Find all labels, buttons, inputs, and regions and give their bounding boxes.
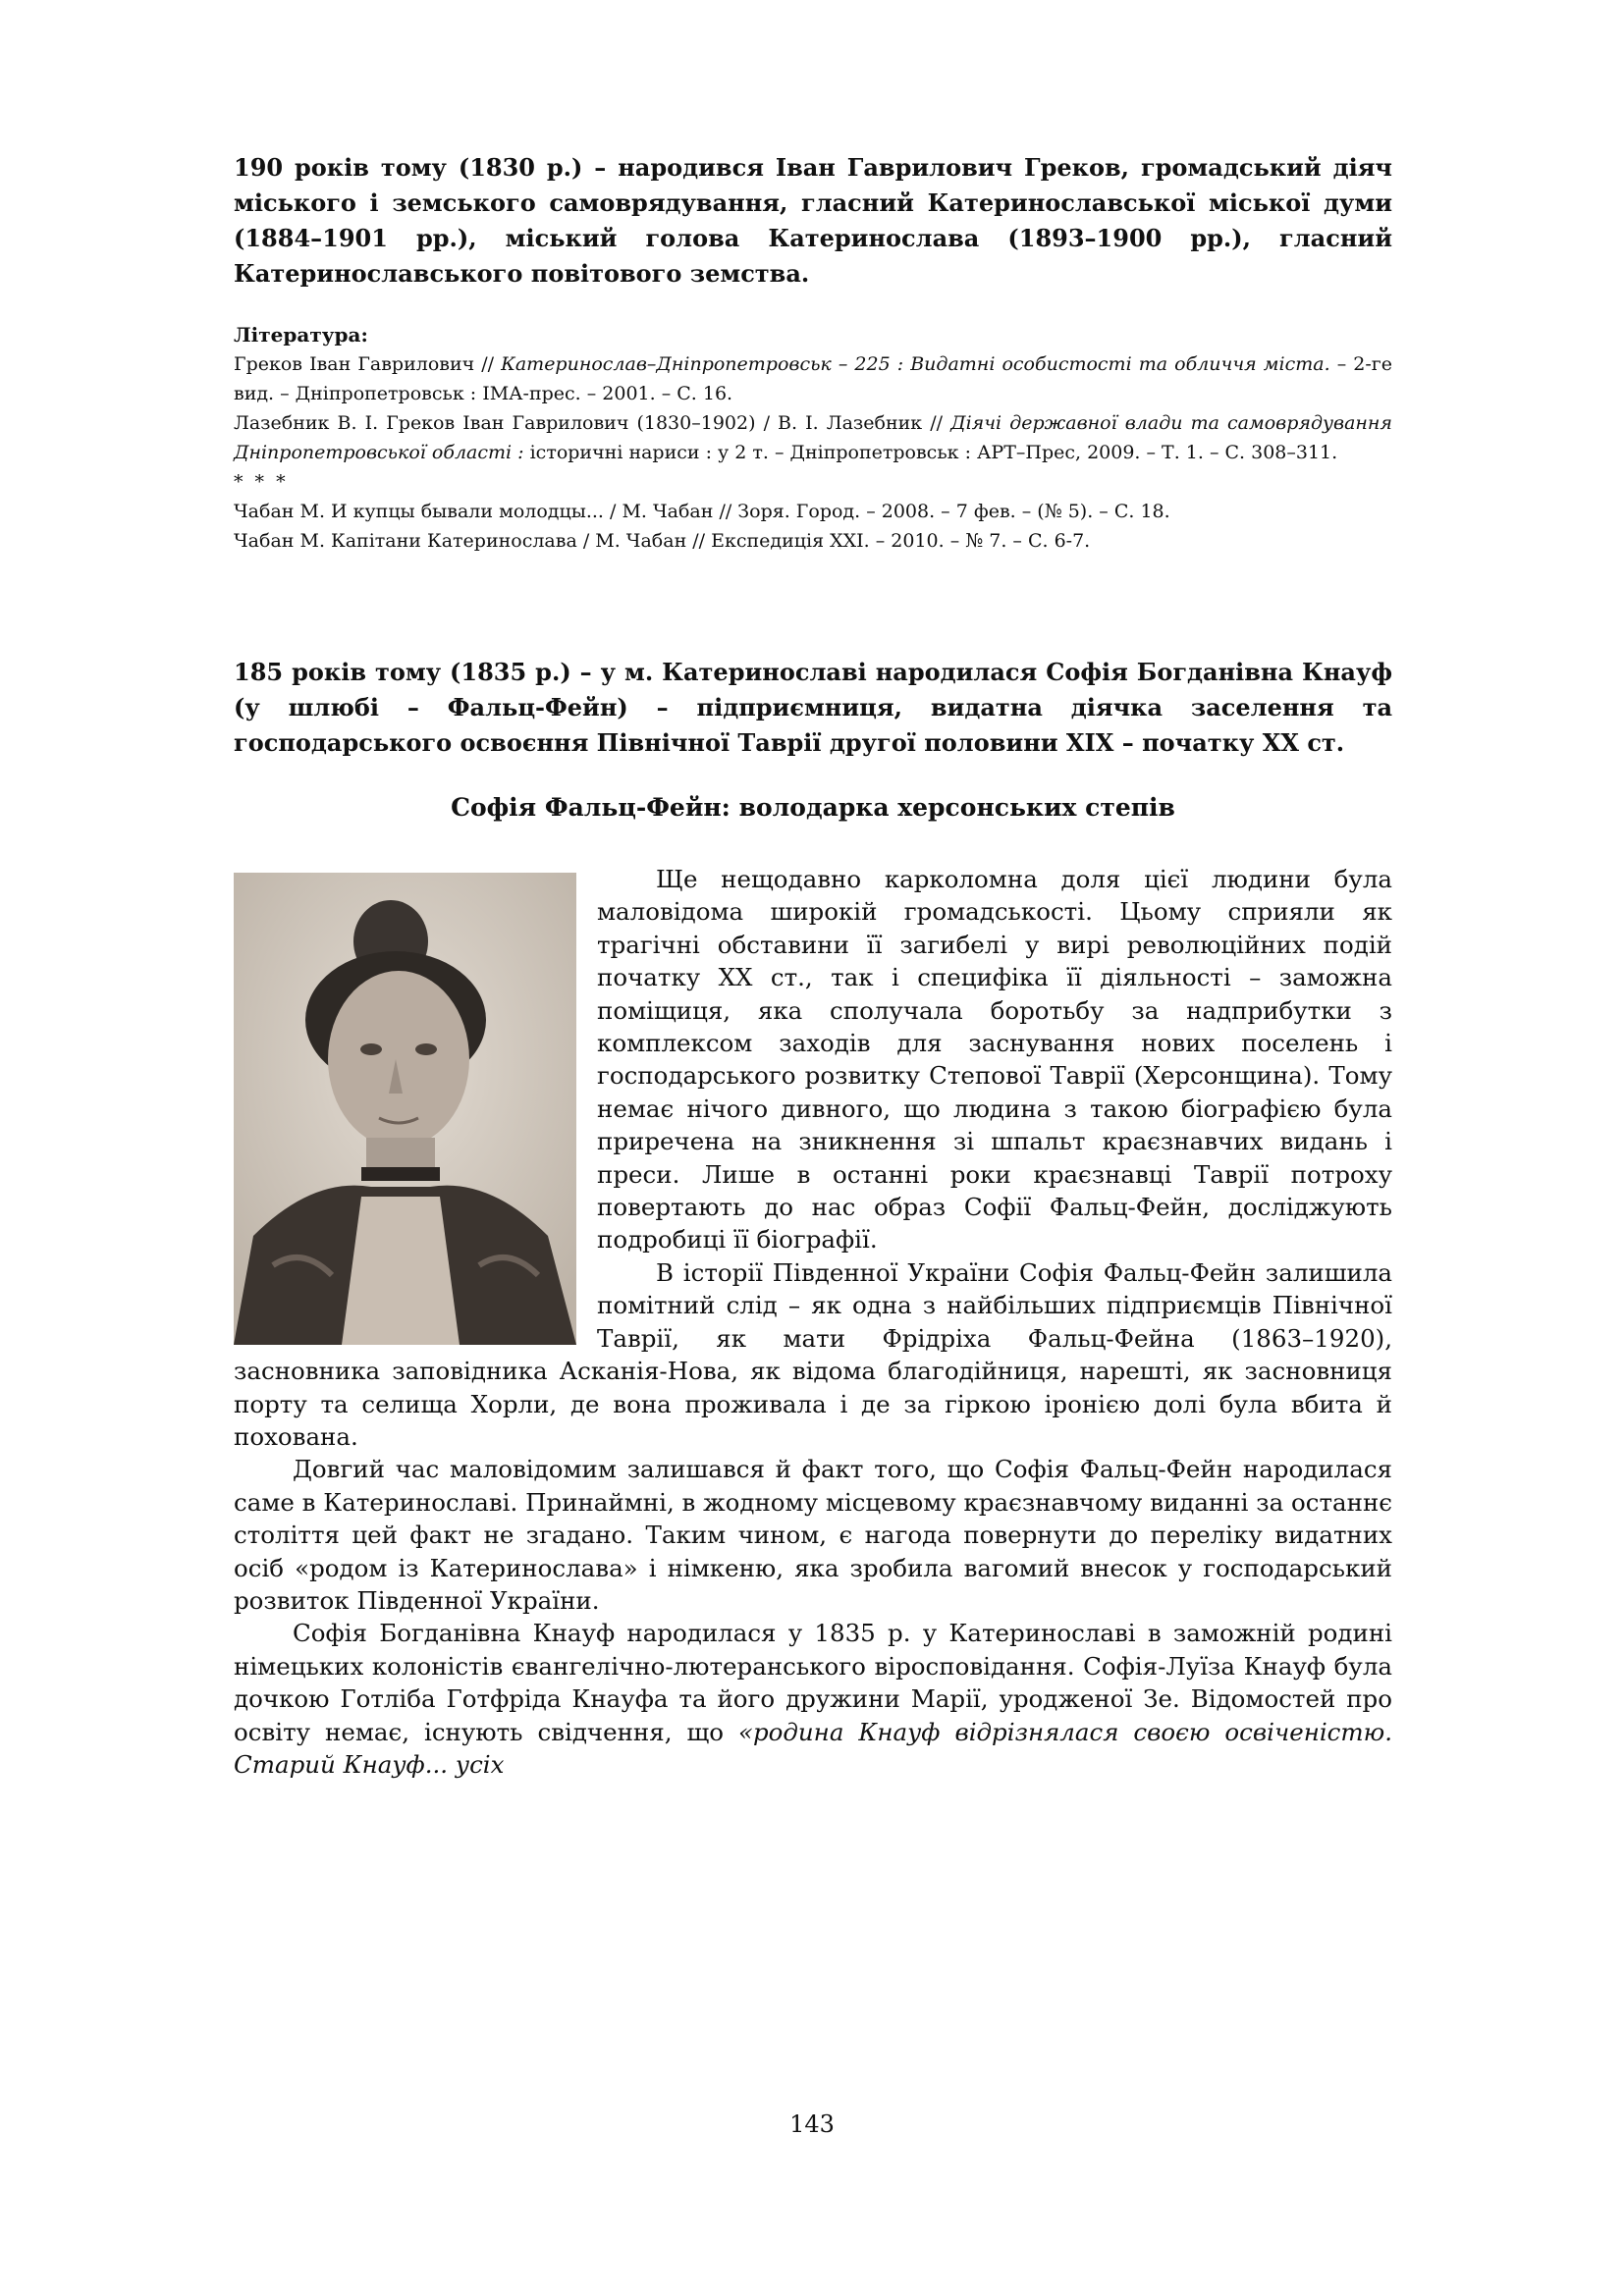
article-body [234, 863, 1392, 1781]
quote-text: «родина Кнауф відрізнялася своєю освіченістю. Старий Кнауф... усіх [234, 1717, 1392, 1779]
entry-author-text: Лазебник В. І. Греков Іван Гаврилович (1830–1902) / В. І. Лазебник // [234, 412, 951, 434]
portrait-spacer [234, 863, 597, 1354]
entry-author-text: Греков Іван Гаврилович // [234, 353, 502, 375]
literature-separator: * * * [234, 471, 289, 493]
body-paragraph: Довгий час маловідомим залишався й факт того, що Софія Фальц-Фейн народилася саме в Катеринославі. Принаймні, в жодному місцевому краєзнавчому виданні за останнє століття цей факт не згадано. Таким чином, є нагода повернути до переліку видатних осіб «родом із Катеринослава» і німкеню, яка зробила вагомий внесок у господарський розвиток Південної України. [234, 1455, 1392, 1615]
paragraph-text: Софія Богданівна Кнауф народилася у 1835 р. у Катеринославі в заможній родині німецьких колоністів євангелічно-лютеранського віросповідання. Софія-Луїза Кнауф була дочкою Готліба Готфріда Кнауфа та його дружини Марії, уродженої Зе. Відомостей про освіту немає, існують свідчення, що [234, 1619, 1392, 1746]
body-paragraph: В історії Південної України Софія Фальц-Фейн залишила помітний слід – як одна з найбільших підприємців Північної Таврії, як мати Фрідріха Фальц-Фейна (1863–1920), засновника заповідника Асканія-Нова, як відома благодійниця, нарешті, як засновниця порту та селища Хорли, де вона проживала і де за гіркою іронією долі була вбита й похована. [234, 1257, 1392, 1451]
section-heading-grekov: 190 років тому (1830 р.) – народився Іван Гаврилович Греков, громадський діяч міського і земського самоврядування, гласний Катеринославської міської думи (1884–1901 рр.), міський голова Катеринослава (1893–1900 рр.), гласний Катеринославського повітового земства. [234, 153, 1392, 288]
entry-publication-info: історичні нариси : у 2 т. – Дніпропетровськ : АРТ–Прес, 2009. – Т. 1. – С. 308–311. [523, 442, 1338, 463]
section-heading-knauf: 185 років тому (1835 р.) – у м. Катеринославі народилася Софія Богданівна Кнауф (у шлюбі – Фальц-Фейн) – підприємниця, видатна діячка заселення та господарського освоєння Північної Таврії другої половини ХІХ – початку ХХ ст. [234, 658, 1392, 757]
literature-block [234, 320, 1392, 556]
page-number: 143 [789, 2110, 835, 2138]
literature-title: Література: [234, 323, 368, 347]
literature-entry [234, 349, 1392, 408]
body-paragraph [234, 1617, 1392, 1781]
entry-source-title: Катеринослав–Дніпропетровськ – 225 : Видатні особистості та обличчя міста. [501, 353, 1330, 375]
literature-entry: Чабан М. Капітани Катеринослава / М. Чабан // Експедиція ХХІ. – 2010. – № 7. – С. 6-7. [234, 530, 1091, 552]
literature-entry: Чабан М. И купцы бывали молодцы... / М. Чабан // Зоря. Город. – 2008. – 7 фев. – (№ 5). – С. 18. [234, 501, 1170, 522]
literature-entry [234, 408, 1392, 467]
entry-source-title: Діячі державної влади та самоврядування Дніпропетровської області : [234, 412, 1393, 463]
body-paragraph: Ще нещодавно карколомна доля цієї людини була маловідома широкій громадськості. Цьому сприяли як трагічні обставини її загибелі у вирі революційних подій початку ХХ ст., так і специфіка її діяльності – заможна поміщиця, яка сполучала боротьбу за надприбутки з комплексом заходів для заснування нових поселень і господарського розвитку Степової Таврії (Херсонщина). Тому немає нічого дивного, що людина з такою біографією була приречена на зникнення зі шпальт краєзнавчих видань і преси. Лише в останні роки краєзнавці Таврії потроху повертають до нас образ Софії Фальц-Фейн, досліджують подробиці її біографії. [597, 865, 1392, 1255]
entry-publication-info: – 2-ге вид. – Дніпропетровськ : ІМА-прес. – 2001. – С. 16. [234, 353, 1393, 404]
article-title: Софія Фальц-Фейн: володарка херсонських степів [451, 793, 1175, 822]
